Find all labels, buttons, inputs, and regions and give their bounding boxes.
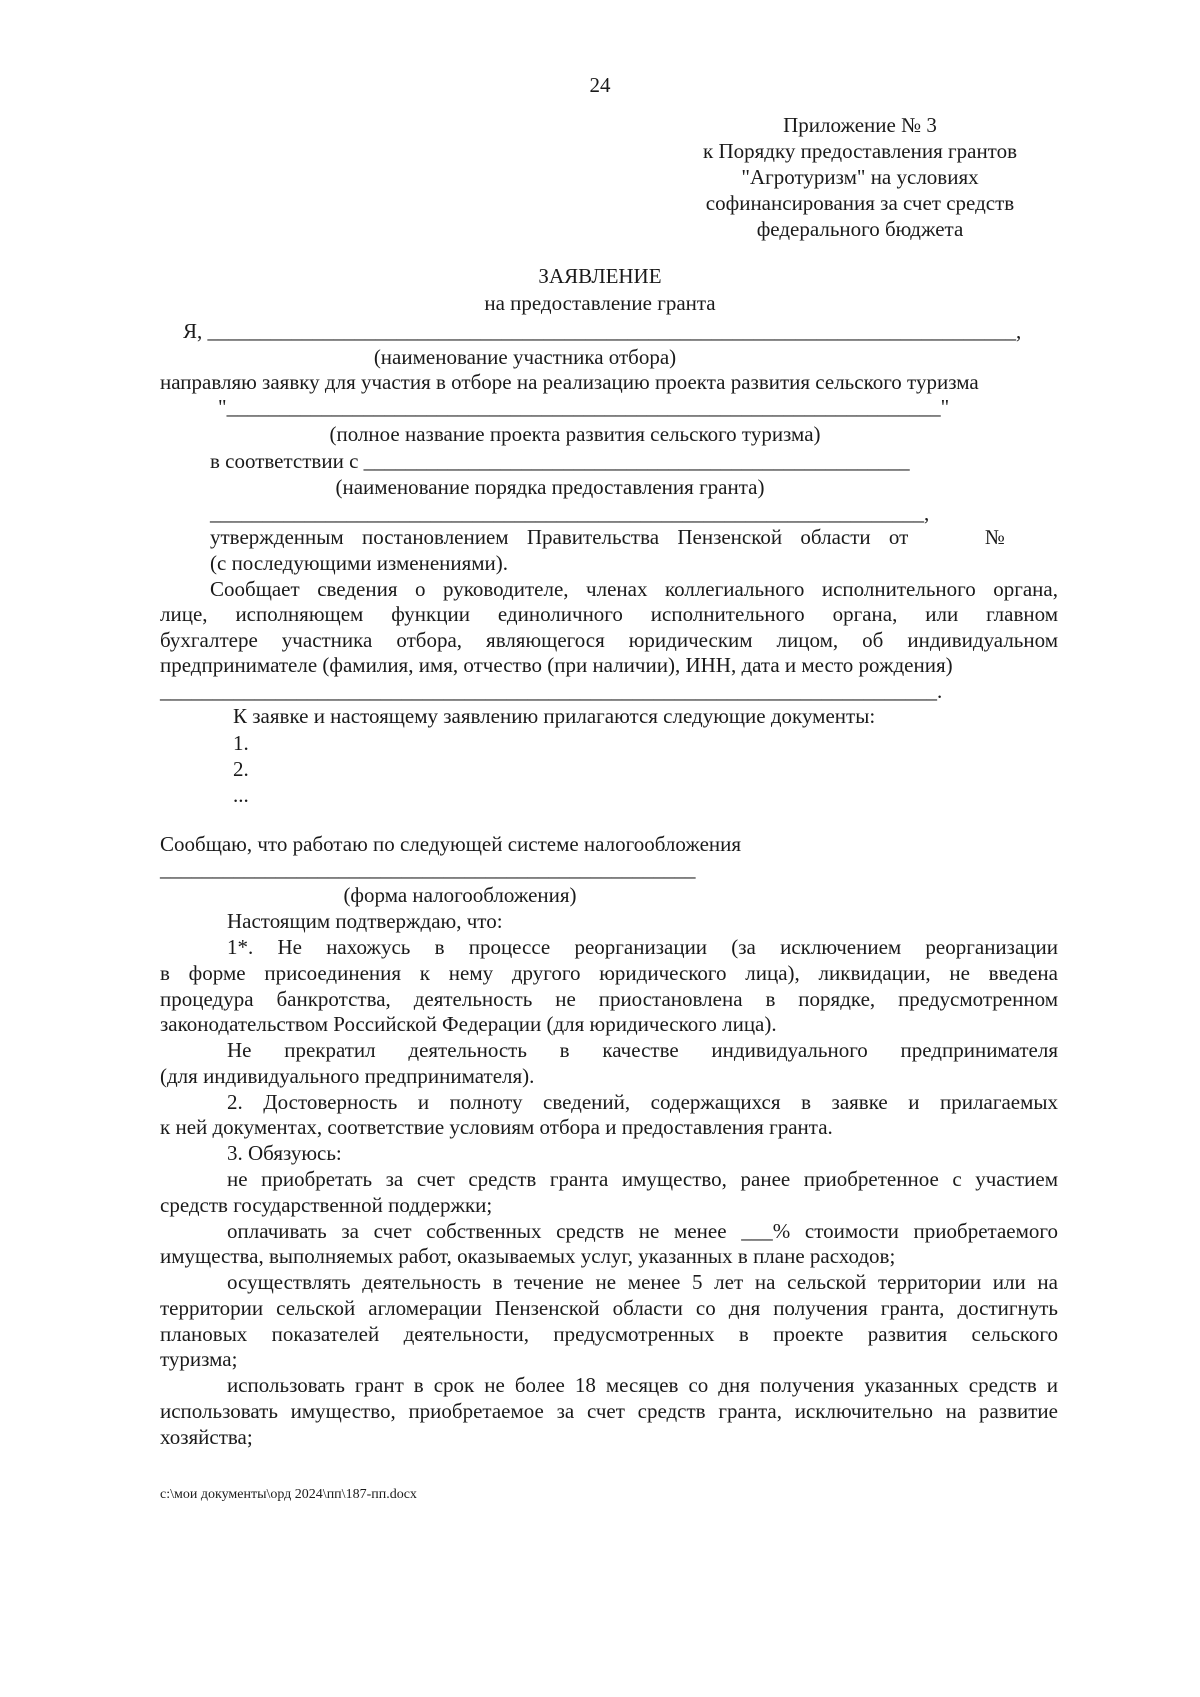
approved-word: постановлением	[361, 525, 509, 549]
obligations-intro: 3. Обязуюсь:	[227, 1141, 342, 1165]
applicant-field: Я, _____________________________________________________________________________,	[183, 319, 1022, 343]
approved-word: области	[800, 525, 871, 549]
info-line: Сообщает сведения о руководителе, членах коллегиального исполнительного органа,	[210, 577, 1058, 601]
attachment-item: 1.	[233, 731, 249, 755]
approved-continuation: (с последующими изменениями).	[210, 551, 509, 575]
document-subtitle: на предоставление гранта	[484, 291, 716, 315]
obligation-line: туризма;	[160, 1347, 238, 1371]
confirm-intro: Настоящим подтверждаю, что:	[227, 909, 503, 933]
attachment-item: ...	[233, 783, 249, 807]
obligation-line: оплачивать за счет собственных средств не менее ___% стоимости приобретаемого	[227, 1219, 1058, 1243]
approved-word: Пензенской	[677, 525, 783, 549]
obligation-line: плановых показателей деятельности, предусмотренных в проекте развития сельского	[160, 1322, 1058, 1346]
info-blank: __________________________________________________________________________.	[160, 679, 943, 703]
confirm-line: процедура банкротства, деятельность не приостановлена в порядке, предусмотренном	[160, 987, 1058, 1011]
obligation-line: использовать имущество, приобретаемое за счет средств гранта, исключительно на развитие	[160, 1399, 1058, 1423]
project-caption: (полное название проекта развития сельского туризма)	[329, 422, 821, 446]
approved-word	[927, 524, 967, 550]
appendix-line: к Порядку предоставления грантов	[703, 139, 1017, 163]
page-number: 24	[589, 73, 611, 97]
approved-word: Правительства	[526, 525, 660, 549]
footer-file-path: c:\мои документы\орд 2024\пп\187-пп.docx	[160, 1487, 417, 1502]
confirm-line: в форме присоединения к нему другого юридического лица), ликвидации, не введена	[160, 961, 1058, 985]
info-line: предпринимателе (фамилия, имя, отчество (при наличии), ИНН, дата и место рождения)	[160, 653, 953, 677]
direct-line: направляю заявку для участия в отборе на реализацию проекта развития сельского туризма	[160, 370, 979, 394]
appendix-line: "Агротуризм" на условиях	[741, 165, 979, 189]
approved-line	[210, 524, 1005, 550]
appendix-line: федерального бюджета	[756, 217, 964, 241]
obligation-line: осуществлять деятельность в течение не менее 5 лет на сельской территории или на	[227, 1270, 1058, 1294]
obligation-line: имущества, выполняемых работ, оказываемых услуг, указанных в плане расходов;	[160, 1244, 896, 1268]
attachments-intro: К заявке и настоящему заявлению прилагаются следующие документы:	[233, 704, 876, 728]
order-field: ____________________________________________________________________,	[210, 501, 930, 525]
obligation-line: не приобретать за счет средств гранта имущество, ранее приобретенное с участием	[227, 1167, 1058, 1191]
confirm-line: Не прекратил деятельность в качестве индивидуального предпринимателя	[227, 1038, 1058, 1062]
document-title: ЗАЯВЛЕНИЕ	[538, 264, 662, 288]
tax-blank: ___________________________________________________	[160, 857, 696, 881]
info-line: бухгалтере участника отбора, являющегося юридическим лицом, об индивидуальном	[160, 628, 1058, 652]
confirm-line: 2. Достоверность и полноту сведений, содержащихся в заявке и прилагаемых	[227, 1090, 1058, 1114]
attachment-item: 2.	[233, 757, 249, 781]
applicant-caption: (наименование участника отбора)	[373, 345, 677, 369]
obligation-line: территории сельской агломерации Пензенской области со дня получения гранта, достигнуть	[160, 1296, 1058, 1320]
project-field: "____________________________________________________________________"	[218, 395, 950, 419]
approved-word: от	[888, 525, 909, 549]
confirm-line: к ней документах, соответствие условиям отбора и предоставления гранта.	[160, 1115, 833, 1139]
obligation-line: использовать грант в срок не более 18 месяцев со дня получения указанных средств и	[227, 1373, 1058, 1397]
appendix-line: софинансирования за счет средств	[705, 191, 1015, 215]
tax-line: Сообщаю, что работаю по следующей системе налогообложения	[160, 832, 742, 856]
confirm-line: (для индивидуального предпринимателя).	[160, 1064, 535, 1088]
confirm-line: 1*. Не нахожусь в процессе реорганизации (за исключением реорганизации	[227, 935, 1058, 959]
obligation-line: средств государственной поддержки;	[160, 1193, 493, 1217]
tax-caption: (форма налогообложения)	[343, 883, 577, 907]
accordance-field: в соответствии с ____________________________________________________	[210, 449, 910, 473]
approved-word: №	[984, 525, 1005, 549]
approved-word: утвержденным	[210, 525, 344, 549]
info-line: лице, исполняющем функции единоличного исполнительного органа, или главном	[160, 602, 1058, 626]
appendix-line: Приложение № 3	[783, 113, 937, 137]
accordance-caption: (наименование порядка предоставления гранта)	[335, 475, 765, 499]
confirm-line: законодательством Российской Федерации (для юридического лица).	[160, 1012, 777, 1036]
obligation-line: хозяйства;	[160, 1425, 253, 1449]
